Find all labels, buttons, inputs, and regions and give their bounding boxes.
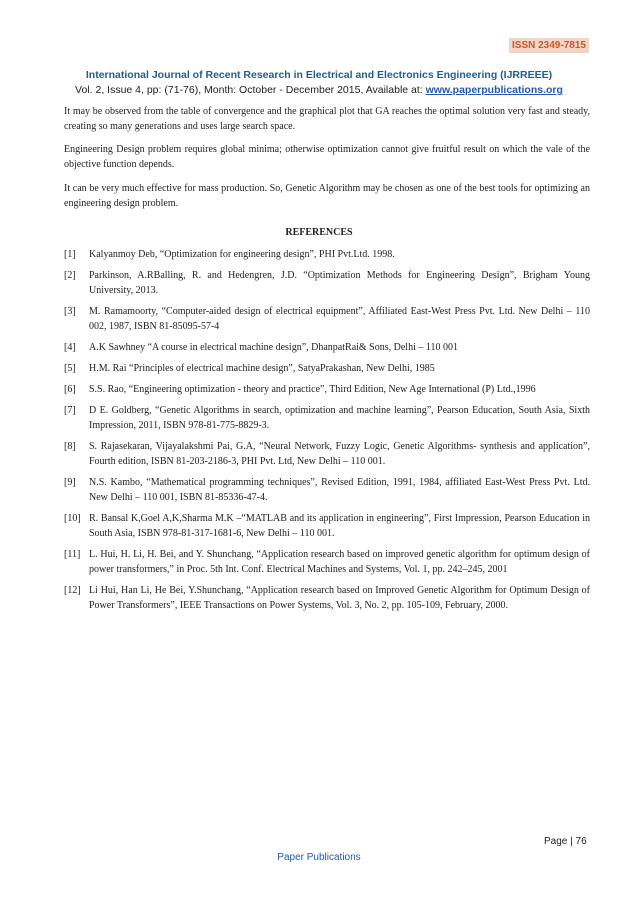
reference-number: [7] bbox=[64, 405, 76, 416]
references-list bbox=[64, 247, 590, 619]
reference-number: [11] bbox=[64, 549, 81, 560]
reference-item bbox=[64, 382, 590, 397]
reference-number: [1] bbox=[64, 249, 76, 260]
reference-text: Kalyanmoy Deb, “Optimization for engineering design”, PHI Pvt.Ltd. 1998. bbox=[89, 249, 395, 260]
reference-text: D E. Goldberg, “Genetic Algorithms in search, optimization and machine learning”, Pearson Education, South Asia, Sixth Impression, 2011, ISBN 978-81-775-8829-3. bbox=[89, 405, 590, 431]
reference-text: S.S. Rao, “Engineering optimization - theory and practice”, Third Edition, New Age International (P) Ltd.,1996 bbox=[89, 384, 536, 395]
publisher-footer-link[interactable]: Paper Publications bbox=[277, 852, 361, 863]
reference-text: H.M. Rai “Principles of electrical machine design”, SatyaPrakashan, New Delhi, 1985 bbox=[89, 363, 435, 374]
reference-text: L. Hui, H. Li, H. Bei, and Y. Shunchang, “Application research based on improved genetic algorithm for optimum design of power transformers,” in Proc. 5th Int. Conf. Electrical Machines and Systems, Vol. 1, pp. 242–245, 2001 bbox=[89, 549, 590, 575]
reference-number: [2] bbox=[64, 270, 76, 281]
journal-title: International Journal of Recent Research in Electrical and Electronics Engineering (IJRREEE) bbox=[85, 69, 553, 81]
body-paragraph: It may be observed from the table of convergence and the graphical plot that GA reaches the optimal solution very fast and steady, creating so many generations and uses large search space. bbox=[64, 106, 590, 132]
journal-info-text: Vol. 2, Issue 4, pp: (71-76), Month: October - December 2015, Available at: bbox=[75, 84, 426, 96]
reference-number: [8] bbox=[64, 441, 76, 452]
reference-item bbox=[64, 547, 590, 577]
reference-text: S. Rajasekaran, Vijayalakshmi Pai, G.A, “Neural Network, Fuzzy Logic, Genetic Algorithms- synthesis and application”, Fourth edition, ISBN 81-203-2186-3, PHI Pvt. Ltd, New Delhi – 110 001. bbox=[89, 441, 590, 467]
reference-number: [4] bbox=[64, 342, 76, 353]
reference-number: [3] bbox=[64, 306, 76, 317]
reference-item bbox=[64, 475, 590, 505]
reference-number: [12] bbox=[64, 585, 81, 596]
reference-text: M. Ramamoorty, “Computer-aided design of electrical equipment”, Affiliated East-West Press Pvt. Ltd. New Delhi – 110 002, 1987, ISBN 81-85095-57-4 bbox=[89, 306, 590, 332]
reference-text: R. Bansal K,Goel A,K,Sharma M.K –“MATLAB and its application in engineering”, First Impression, Pearson Education in South Asia, ISBN 978-81-317-1681-6, New Delhi – 110 001. bbox=[89, 513, 590, 539]
reference-item bbox=[64, 361, 590, 376]
reference-number: [10] bbox=[64, 513, 81, 524]
issn-badge: ISSN 2349-7815 bbox=[509, 38, 589, 53]
journal-info bbox=[0, 83, 638, 97]
references-heading: REFERENCES bbox=[285, 227, 353, 238]
reference-item bbox=[64, 511, 590, 541]
reference-item bbox=[64, 340, 590, 355]
reference-text: N.S. Kambo, “Mathematical programming techniques”, Revised Edition, 1991, 1984, affiliated East-West Press Pvt. Ltd. New Delhi – 110 001, ISBN 81-85336-47-4. bbox=[89, 477, 590, 503]
body-paragraph: It can be very much effective for mass production. So, Genetic Algorithm may be chosen as one of the best tools for optimizing an engineering design problem. bbox=[64, 183, 590, 209]
reference-text: Parkinson, A.RBalling, R. and Hedengren, J.D. “Optimization Methods for Engineering Design”, Brigham Young University, 2013. bbox=[89, 270, 590, 296]
reference-item bbox=[64, 439, 590, 469]
reference-item bbox=[64, 247, 590, 262]
reference-item bbox=[64, 304, 590, 334]
reference-text: Li Hui, Han Li, He Bei, Y.Shunchang, “Application research based on Improved Genetic Algorithm for Optimum Design of Power Transformers”, IEEE Transactions on Power Systems, Vol. 3, No. 2, pp. 105-109, February, 2000. bbox=[89, 585, 590, 611]
reference-number: [6] bbox=[64, 384, 76, 395]
reference-item bbox=[64, 403, 590, 433]
reference-number: [5] bbox=[64, 363, 76, 374]
journal-url-link[interactable]: www.paperpublications.org bbox=[425, 84, 563, 96]
reference-text: A.K Sawhney “A course in electrical machine design”, DhanpatRai& Sons, Delhi – 110 001 bbox=[89, 342, 458, 353]
reference-number: [9] bbox=[64, 477, 76, 488]
body-paragraph: Engineering Design problem requires global minima; otherwise optimization cannot give fruitful result on which the vale of the objective function depends. bbox=[64, 144, 590, 170]
reference-item bbox=[64, 268, 590, 298]
reference-item bbox=[64, 583, 590, 613]
page-number: Page | 76 bbox=[544, 836, 587, 847]
